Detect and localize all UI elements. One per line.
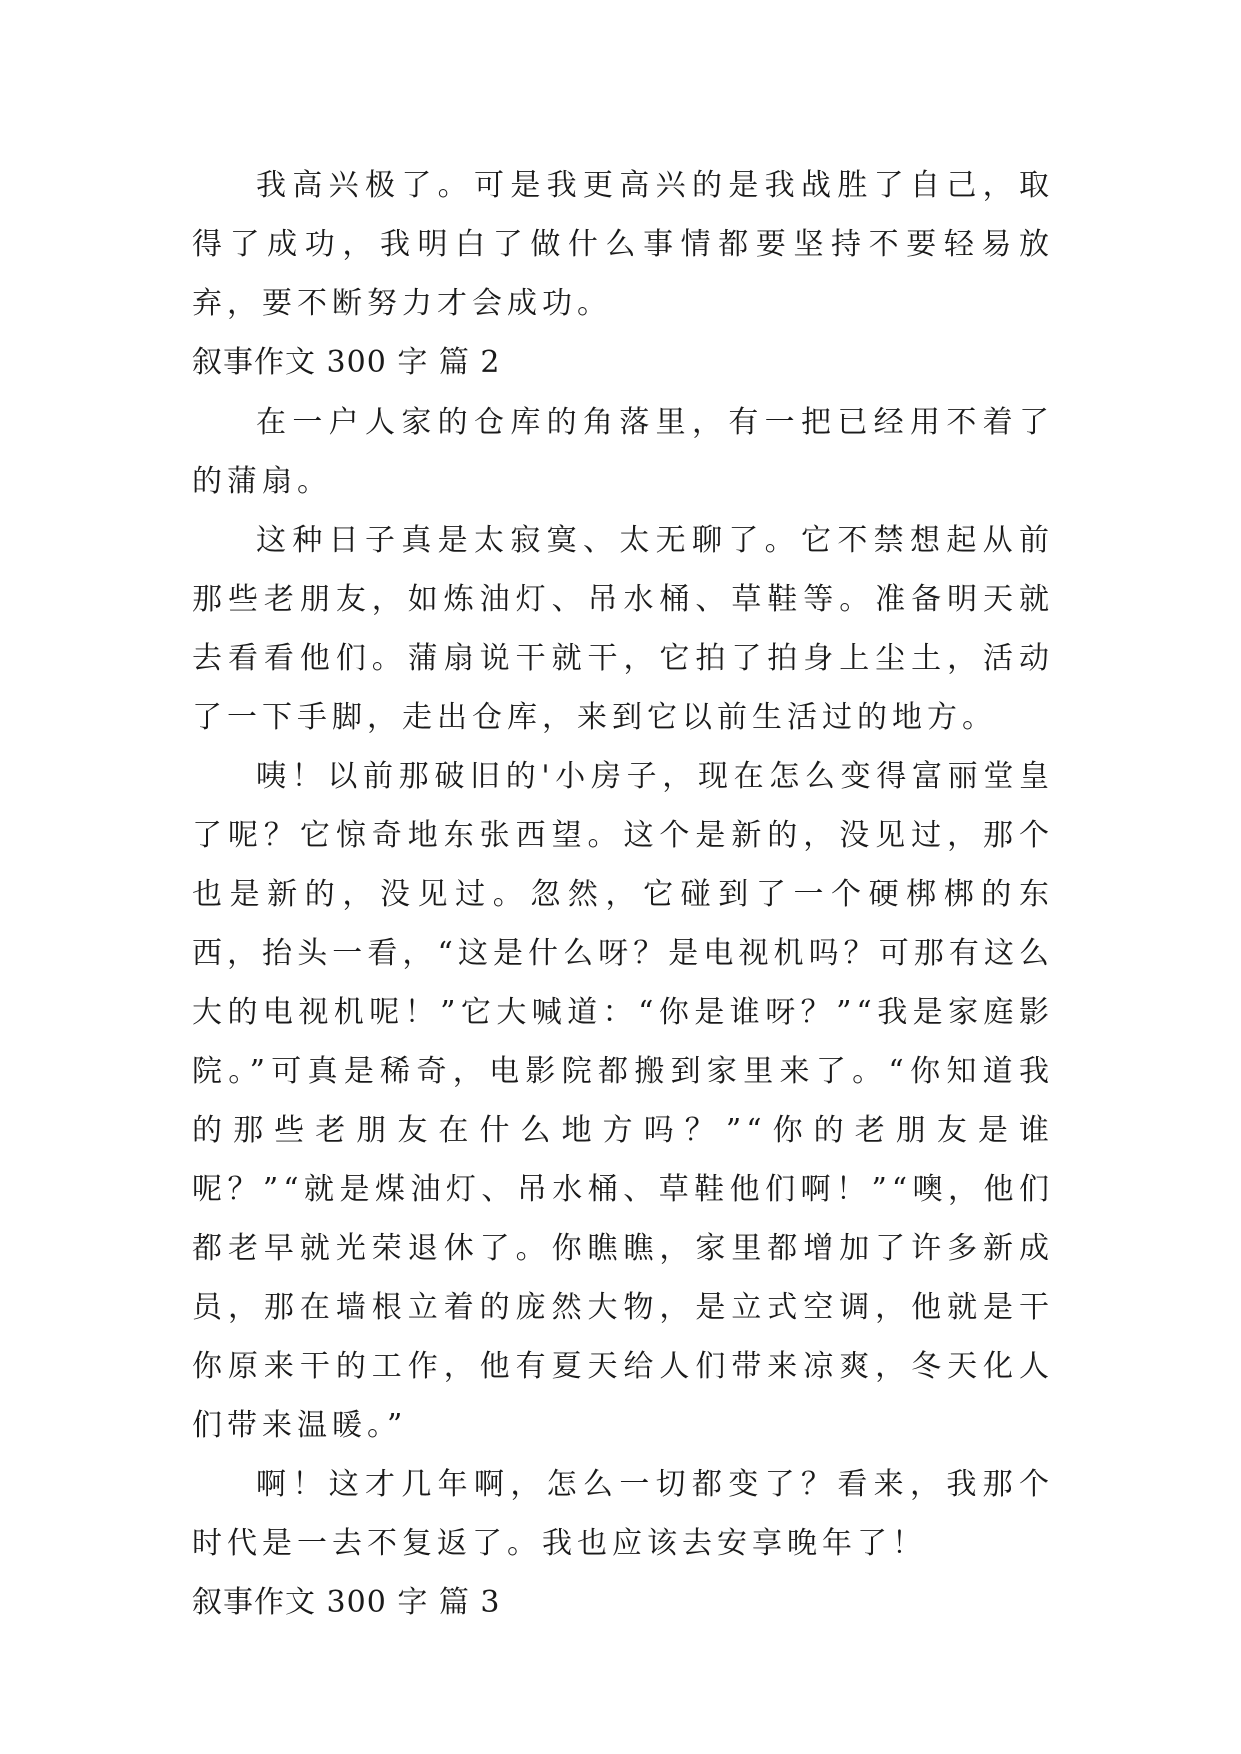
section-heading-3: 叙事作文 300 字 篇 3: [192, 1585, 501, 1620]
paragraph-2: 在一户人家的仓库的角落里，有一把已经用不着了的蒲扇。: [192, 405, 1054, 499]
paragraph-1: 我高兴极了。可是我更高兴的是我战胜了自己，取得了成功，我明白了做什么事情都要坚持不要轻易放弃，要不断努力才会成功。: [192, 168, 1054, 321]
section-heading-2: 叙事作文 300 字 篇 2: [192, 345, 501, 380]
paragraph-4: 咦！以前那破旧的'小房子，现在怎么变得富丽堂皇了呢？它惊奇地东张西望。这个是新的，没见过，那个也是新的，没见过。忽然，它碰到了一个硬梆梆的东西，抬头一看，“这是什么呀？是电视机吗？可那有这么大的电视机呢！”它大喊道：“你是谁呀？”“我是家庭影院。”可真是稀奇，电影院都搬到家里来了。“你知道我的那些老朋友在什么地方吗？”“你的老朋友是谁呢？”“就是煤油灯、吊水桶、草鞋他们啊！”“噢，他们都老早就光荣退休了。你瞧瞧，家里都增加了许多新成员，那在墙根立着的庞然大物，是立式空调，他就是干你原来干的工作，他有夏天给人们带来凉爽，冬天化人们带来温暖。”: [192, 759, 1054, 1443]
document-body: [192, 156, 1054, 1633]
paragraph-3: 这种日子真是太寂寞、太无聊了。它不禁想起从前那些老朋友，如炼油灯、吊水桶、草鞋等。准备明天就去看看他们。蒲扇说干就干，它拍了拍身上尘土，活动了一下手脚，走出仓库，来到它以前生活过的地方。: [192, 523, 1054, 735]
paragraph-5: 啊！这才几年啊，怎么一切都变了？看来，我那个时代是一去不复返了。我也应该去安享晚年了！: [192, 1467, 1054, 1561]
